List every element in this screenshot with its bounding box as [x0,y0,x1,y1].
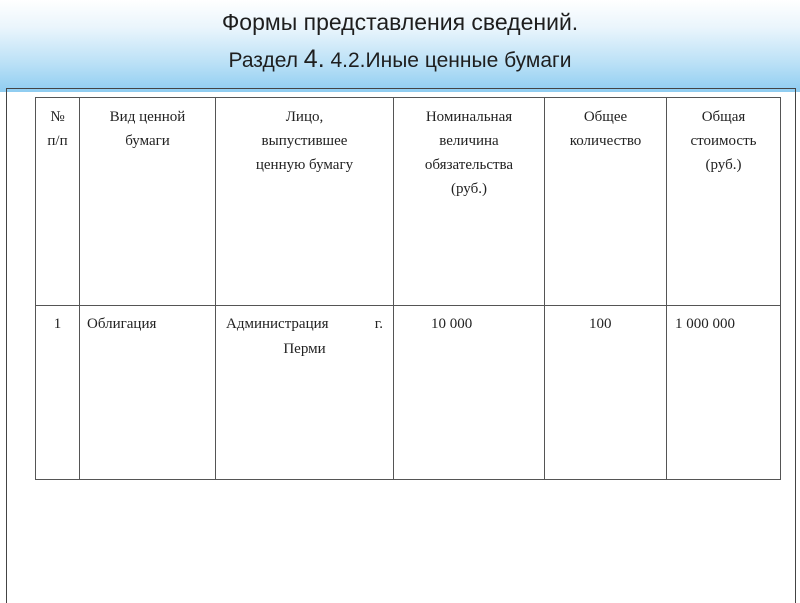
slide-subtitle [0,45,800,74]
header-line: количество [569,133,642,149]
issuer-line: Администрация г. [226,316,383,332]
header-line: (руб.) [705,157,742,173]
header-nominal [394,98,545,306]
cell-total: 1 000 000 [667,306,781,480]
header-line: Номинальная [425,109,513,125]
header-line: ценную бумагу [255,157,354,173]
header-line: обязательства [424,157,514,173]
cell-quantity: 100 [545,306,667,480]
header-issuer [216,98,394,306]
header-line: № [50,109,65,125]
header-security-type [80,98,216,306]
cell-nominal: 10 000 [394,306,545,480]
slide-header [0,0,800,92]
header-line: величина [439,133,499,149]
header-line: Вид ценной [109,109,186,125]
header-line: п/п [47,133,68,149]
securities-table [35,97,781,480]
cell-issuer [216,306,394,480]
section-name: 4.2.Иные ценные бумаги [324,49,572,72]
section-number: 4. [303,45,325,73]
header-line: Общее [583,109,628,125]
section-prefix: Раздел [228,49,304,72]
issuer-line: Перми [283,341,326,357]
table-row [36,306,781,480]
header-line: выпустившее [261,133,348,149]
header-quantity [545,98,667,306]
header-line: (руб.) [451,181,487,197]
header-total [667,98,781,306]
cell-security-type: Облигация [80,306,216,480]
slide-title: Формы представления сведений. [221,9,579,35]
header-number [36,98,80,306]
header-line: Общая [701,109,746,125]
table-header-row [36,98,781,306]
cell-number: 1 [36,306,80,480]
header-line: бумаги [125,133,170,149]
header-line: Лицо, [285,109,324,125]
header-line: стоимость [690,133,757,149]
